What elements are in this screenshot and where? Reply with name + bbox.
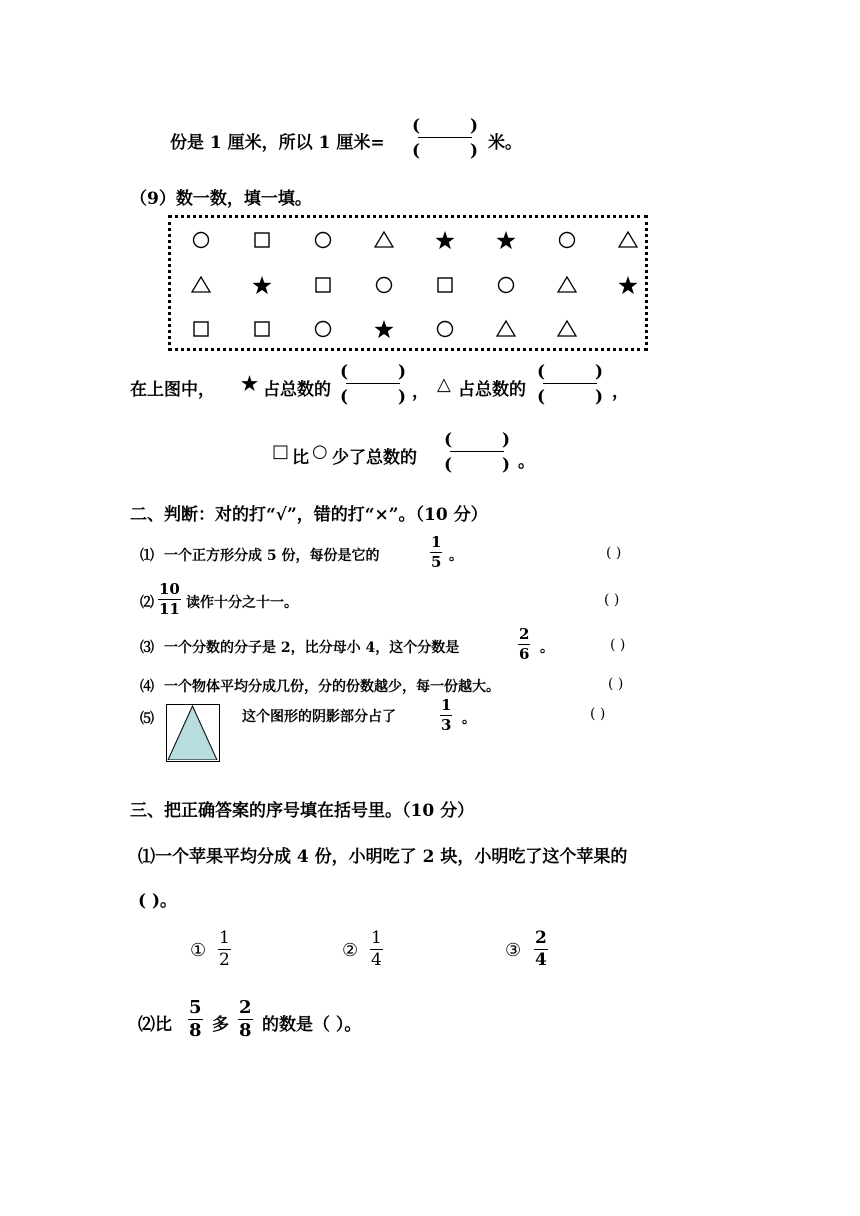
item-number: ⑵ <box>140 595 154 611</box>
circle-shape-r2-c6 <box>499 278 514 293</box>
q9-star-text: 占总数的 <box>263 380 331 400</box>
q9-line1-intro: 在上图中， <box>130 380 215 400</box>
judge-answer-4[interactable]: ( ) <box>608 676 624 692</box>
period: 。 <box>540 640 554 656</box>
option-fraction-2-4: 2 4 <box>535 928 547 970</box>
shaded-triangle-figure <box>166 704 220 762</box>
part3-q1-text: ⑴一个苹果平均分成 4 份，小明吃了 2 块，小明吃了这个苹果的 <box>138 847 628 867</box>
star-shape-r1-c6 <box>496 231 515 249</box>
square-icon: □ <box>272 441 290 462</box>
blank-fraction-top[interactable]: ( ) ( ) <box>412 116 478 161</box>
blank-fraction-star[interactable]: ( ) ( ) <box>340 362 406 407</box>
q9-compare-text: 少了总数的 <box>332 448 417 468</box>
square-shape-r3-c1 <box>194 322 208 336</box>
judge-answer-3[interactable]: ( ) <box>610 637 626 653</box>
unit-meter: 米。 <box>488 133 522 153</box>
option-mark-2[interactable]: ② <box>342 940 359 961</box>
fraction-2-8: 2 8 <box>239 997 252 1041</box>
item-number: ⑷ <box>140 679 154 695</box>
option-fraction-1-4: 1 4 <box>371 928 382 970</box>
part2-heading: 二、判断：对的打“√”，错的打“×”。（10 分） <box>130 505 488 525</box>
circle-icon: ○ <box>312 441 328 462</box>
square-shape-r2-c5 <box>438 278 452 292</box>
star-shape-r2-c2 <box>252 276 271 294</box>
triangle-shape-r2-c1 <box>192 277 210 292</box>
q9-compare-bi: 比 <box>292 448 309 468</box>
triangle-shape-r1-c8 <box>619 232 637 247</box>
blank-fraction-compare[interactable]: ( ) ( ) <box>444 430 510 475</box>
period: 。 <box>449 548 463 564</box>
judge-answer-5[interactable]: ( ) <box>590 706 606 722</box>
judge-item-5-text: 这个图形的阴影部分占了 <box>242 709 396 725</box>
part3-q1-blank[interactable]: ( )。 <box>138 891 178 911</box>
circle-shape-r3-c3 <box>316 322 331 337</box>
shape-grid <box>168 215 648 351</box>
star-shape-r3-c4 <box>374 320 393 338</box>
item-number: ⑶ <box>140 640 154 656</box>
carryover-text: 份是 1 厘米，所以 1 厘米= <box>170 133 385 153</box>
part3-q2-more: 多 <box>212 1015 229 1035</box>
circle-shape-r2-c4 <box>377 278 392 293</box>
part3-q2-intro: ⑵比 <box>138 1015 172 1035</box>
judge-answer-1[interactable]: ( ) <box>606 545 622 561</box>
judge-item-2-text: 读作十分之十一。 <box>186 595 298 611</box>
item-number: ⑴ <box>140 548 154 564</box>
part3-q2-tail[interactable]: 的数是（ ）。 <box>262 1015 362 1035</box>
triangle-shape-r2-c7 <box>558 277 576 292</box>
comma: ， <box>612 382 629 402</box>
star-icon: ★ <box>241 373 259 395</box>
period: 。 <box>462 711 476 727</box>
judge-answer-2[interactable]: ( ) <box>604 592 620 608</box>
fraction-5-8: 5 8 <box>189 997 202 1041</box>
square-shape-r1-c2 <box>255 233 269 247</box>
fraction-10-11: 10 11 <box>159 580 180 618</box>
judge-item-4-text: 一个物体平均分成几份，分的份数越少，每一份越大。 <box>164 679 500 695</box>
q9-triangle-text: 占总数的 <box>458 380 526 400</box>
star-shape-r2-c8 <box>618 276 637 294</box>
fraction-2-6: 2 6 <box>519 625 530 663</box>
q9-title: （9）数一数，填一填。 <box>130 189 312 209</box>
star-shape-r1-c5 <box>435 231 454 249</box>
part3-heading: 三、把正确答案的序号填在括号里。（10 分） <box>130 801 475 821</box>
option-mark-1[interactable]: ① <box>190 940 207 961</box>
triangle-icon: △ <box>437 374 451 395</box>
circle-shape-r1-c1 <box>194 233 209 248</box>
circle-shape-r3-c5 <box>438 322 453 337</box>
fraction-1-5: 1 5 <box>431 533 442 571</box>
triangle-shape-r3-c6 <box>497 321 515 336</box>
square-shape-r3-c2 <box>255 322 269 336</box>
judge-item-1-text: 一个正方形分成 5 份，每份是它的 <box>164 548 380 564</box>
blank-fraction-triangle[interactable]: ( ) ( ) <box>537 362 603 407</box>
option-mark-3[interactable]: ③ <box>505 940 522 961</box>
item-number: ⑸ <box>140 711 154 727</box>
period: 。 <box>518 452 535 472</box>
option-fraction-1-2: 1 2 <box>219 928 230 970</box>
triangle-shape-r1-c4 <box>375 232 393 247</box>
comma: ， <box>412 382 429 402</box>
circle-shape-r1-c3 <box>316 233 331 248</box>
judge-item-3-text: 一个分数的分子是 2，比分母小 4，这个分数是 <box>164 640 460 656</box>
square-shape-r2-c3 <box>316 278 330 292</box>
fraction-1-3: 1 3 <box>441 696 452 734</box>
circle-shape-r1-c7 <box>560 233 575 248</box>
triangle-shape-r3-c7 <box>558 321 576 336</box>
